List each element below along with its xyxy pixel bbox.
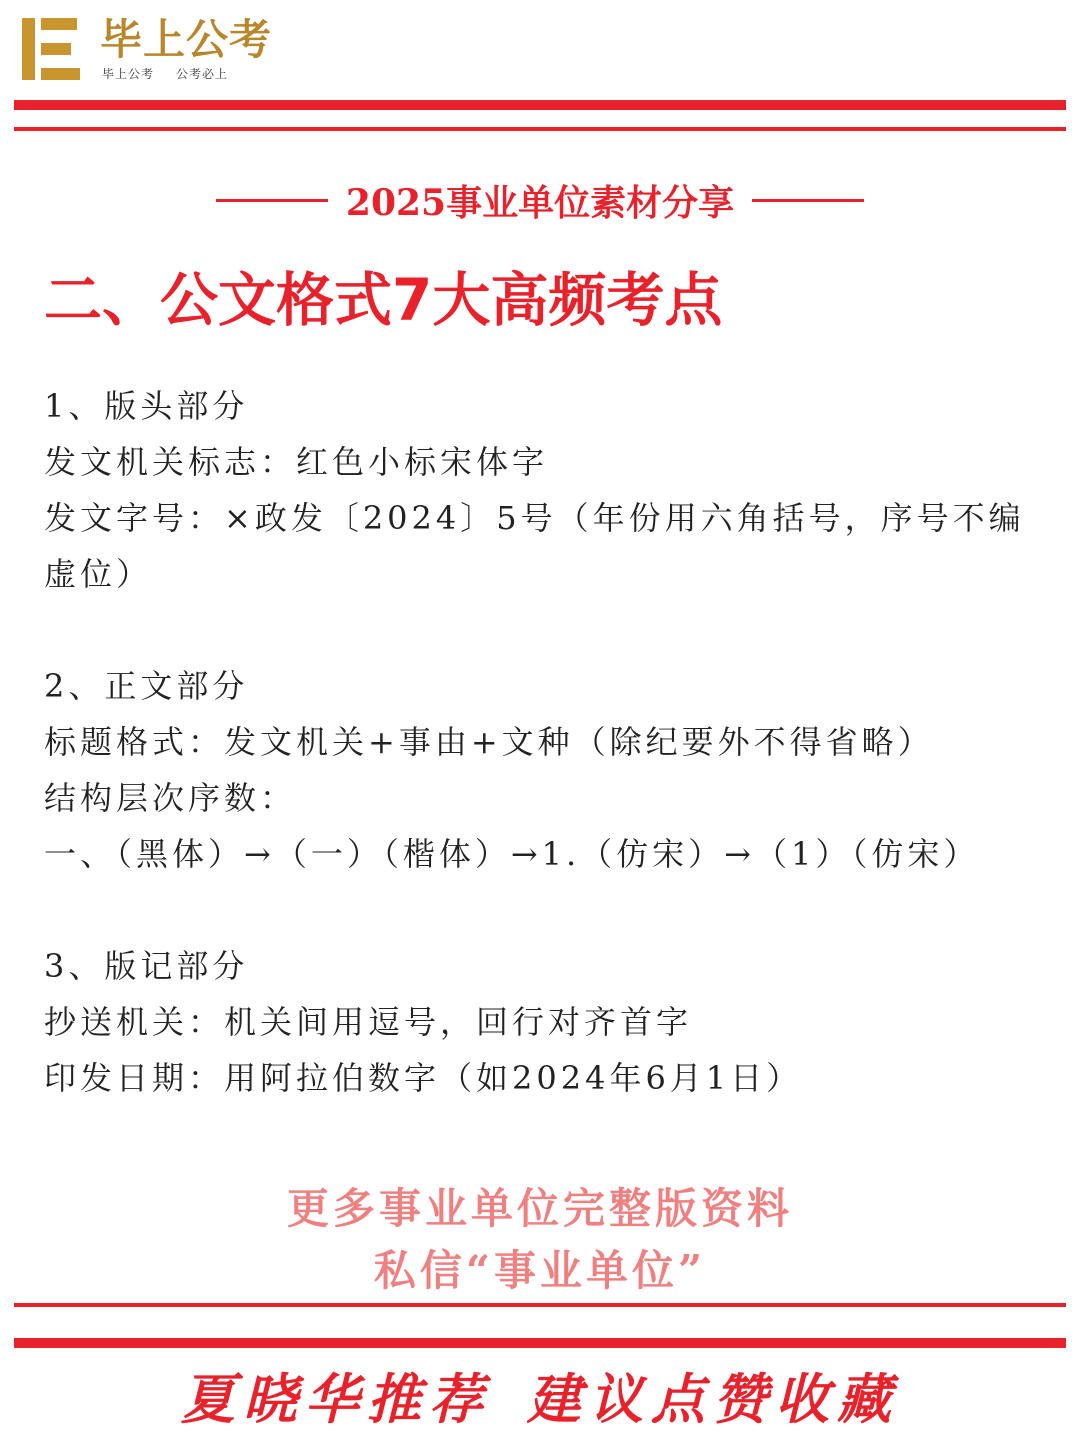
brand-slogan-left: 毕上公考 xyxy=(102,67,155,81)
content-line: 发文机关标志：红色小标宋体字 xyxy=(44,443,549,481)
cta-line-2: 私信“事业单位” xyxy=(373,1246,707,1295)
content-line: 一、（黑体）→（一）（楷体）→1.（仿宋）→（1）（仿宋） xyxy=(44,835,980,873)
brand-logo xyxy=(18,14,288,86)
content-line: 发文字号：×政发〔2024〕5号（年份用六角括号，序号不编虚位） xyxy=(44,499,1025,593)
section-body-part xyxy=(44,658,1034,882)
footer-recommendation xyxy=(0,1364,1080,1434)
section-heading: 1、版头部分 xyxy=(44,387,249,425)
page-title: 二、公文格式7大高频考点 xyxy=(44,266,723,334)
brand-slogan-right: 公考必上 xyxy=(176,67,229,81)
section-record-part xyxy=(44,938,1034,1106)
section-heading: 3、版记部分 xyxy=(44,947,249,985)
call-to-action xyxy=(0,1178,1080,1302)
content-body xyxy=(44,378,1034,1162)
content-line: 印发日期：用阿拉伯数字（如2024年6月1日） xyxy=(44,1059,803,1097)
brand-name: 毕上公考 xyxy=(100,15,273,64)
footer-left-text: 夏晓华推荐 xyxy=(181,1367,491,1431)
subtitle-banner xyxy=(0,170,1080,230)
banner-text: 2025事业单位素材分享 xyxy=(345,181,735,224)
banner-left-line xyxy=(216,199,328,202)
content-line: 结构层次序数： xyxy=(44,779,297,817)
cta-line-1: 更多事业单位完整版资料 xyxy=(286,1184,793,1233)
bottom-rule-thick xyxy=(14,1338,1066,1348)
banner-right-line xyxy=(752,199,864,202)
bottom-rule-thin xyxy=(14,1303,1066,1307)
brand-logo-mark-icon xyxy=(22,18,80,80)
top-rule-thick xyxy=(14,100,1066,110)
footer-right-text: 建议点赞收藏 xyxy=(527,1367,899,1431)
top-rule-thin xyxy=(14,127,1066,131)
content-line: 抄送机关：机关间用逗号，回行对齐首字 xyxy=(44,1003,693,1041)
content-line: 标题格式：发文机关+事由+文种（除纪要外不得省略） xyxy=(44,723,934,761)
brand-slogan xyxy=(102,66,250,82)
section-header-part xyxy=(44,378,1034,602)
section-heading: 2、正文部分 xyxy=(44,667,249,705)
